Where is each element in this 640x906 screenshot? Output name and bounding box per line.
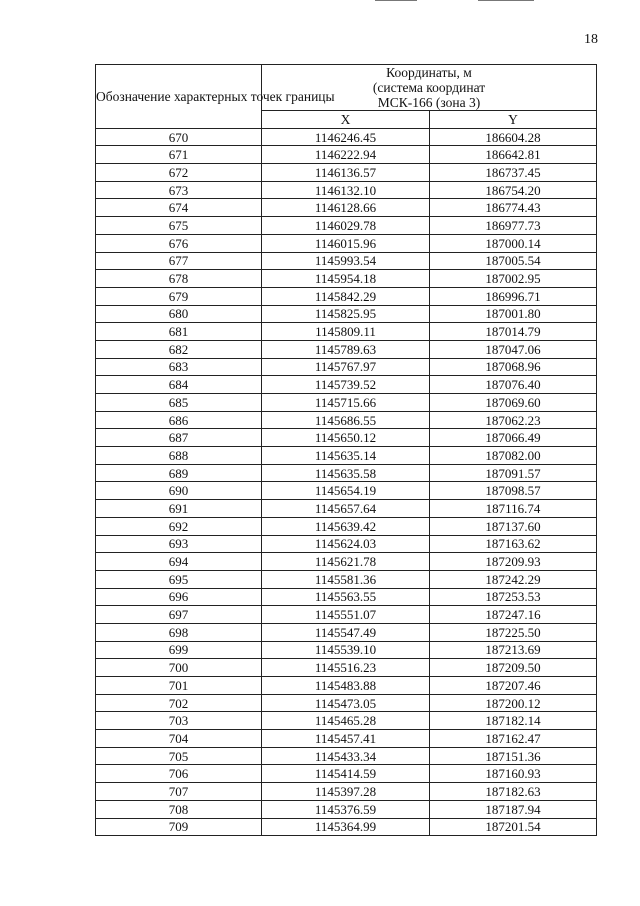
x-coordinate-cell: 1145842.29 [262,287,430,305]
table-row [96,270,597,288]
top-scan-line-right [478,0,534,1]
point-cell: 707 [96,783,262,801]
x-coordinate-cell: 1146029.78 [262,217,430,235]
point-cell: 682 [96,340,262,358]
point-cell: 692 [96,517,262,535]
x-coordinate-cell: 1145547.49 [262,623,430,641]
x-coordinate-cell: 1145433.34 [262,747,430,765]
point-cell: 674 [96,199,262,217]
table-row [96,641,597,659]
y-coordinate-cell: 186737.45 [430,164,597,182]
x-coordinate-cell: 1145686.55 [262,411,430,429]
point-cell: 700 [96,659,262,677]
table-row [96,517,597,535]
y-coordinate-cell: 187066.49 [430,429,597,447]
x-coordinate-cell: 1145457.41 [262,730,430,748]
x-coordinate-cell: 1146132.10 [262,181,430,199]
x-coordinate-cell: 1145376.59 [262,800,430,818]
point-cell: 708 [96,800,262,818]
table-row [96,765,597,783]
x-coordinate-cell: 1145639.42 [262,517,430,535]
y-coordinate-cell: 187247.16 [430,606,597,624]
point-cell: 705 [96,747,262,765]
table-row [96,588,597,606]
point-cell: 709 [96,818,262,836]
point-cell: 686 [96,411,262,429]
y-coordinate-cell: 187163.62 [430,535,597,553]
point-cell: 683 [96,358,262,376]
table-row [96,730,597,748]
x-coordinate-cell: 1145650.12 [262,429,430,447]
table-row [96,181,597,199]
point-cell: 704 [96,730,262,748]
y-coordinate-cell: 187047.06 [430,340,597,358]
y-coordinate-cell: 187182.63 [430,783,597,801]
x-coordinate-cell: 1145516.23 [262,659,430,677]
y-coordinate-cell: 187069.60 [430,394,597,412]
y-coordinate-cell: 187005.54 [430,252,597,270]
point-cell: 690 [96,482,262,500]
x-coordinate-cell: 1145789.63 [262,340,430,358]
y-coordinate-cell: 186996.71 [430,287,597,305]
y-coordinate-cell: 187062.23 [430,411,597,429]
point-cell: 687 [96,429,262,447]
x-coordinate-cell: 1146136.57 [262,164,430,182]
point-cell: 670 [96,128,262,146]
table-row [96,747,597,765]
x-coordinate-cell: 1145414.59 [262,765,430,783]
y-coordinate-cell: 187091.57 [430,464,597,482]
coordinates-header-line-1: Координаты, м [386,65,472,80]
top-scan-line-left [375,0,417,1]
y-coordinate-cell: 187002.95 [430,270,597,288]
point-cell: 688 [96,447,262,465]
x-coordinate-cell: 1145539.10 [262,641,430,659]
point-cell: 698 [96,623,262,641]
y-coordinate-cell: 187209.93 [430,553,597,571]
table-row [96,305,597,323]
table-row [96,570,597,588]
y-coordinate-cell: 187160.93 [430,765,597,783]
point-cell: 691 [96,500,262,518]
x-coordinate-cell: 1145473.05 [262,694,430,712]
point-cell: 701 [96,677,262,695]
y-coordinate-cell: 187001.80 [430,305,597,323]
point-column-header-text: Обозначение характерных точек границы [96,88,335,104]
x-coordinate-cell: 1145767.97 [262,358,430,376]
y-coordinate-cell: 186754.20 [430,181,597,199]
table-row [96,358,597,376]
x-coordinate-cell: 1145551.07 [262,606,430,624]
point-cell: 693 [96,535,262,553]
point-column-header [96,65,335,129]
point-cell: 678 [96,270,262,288]
coordinates-header-line-2: (система координат [372,80,486,95]
table-row [96,394,597,412]
y-coordinate-cell: 187225.50 [430,623,597,641]
y-coordinate-cell: 187200.12 [430,694,597,712]
table-row [96,146,597,164]
table-row [96,323,597,341]
table-row [96,287,597,305]
coordinates-table [95,64,597,836]
y-coordinate-cell: 187162.47 [430,730,597,748]
x-column-header: X [262,111,430,129]
point-cell: 706 [96,765,262,783]
y-coordinate-cell: 187014.79 [430,323,597,341]
table-row [96,411,597,429]
y-coordinate-cell: 186977.73 [430,217,597,235]
x-coordinate-cell: 1146246.45 [262,128,430,146]
y-coordinate-cell: 187253.53 [430,588,597,606]
table-row [96,535,597,553]
point-cell: 672 [96,164,262,182]
x-coordinate-cell: 1145581.36 [262,570,430,588]
y-coordinate-cell: 187187.94 [430,800,597,818]
x-coordinate-cell: 1146128.66 [262,199,430,217]
x-coordinate-cell: 1145364.99 [262,818,430,836]
x-coordinate-cell: 1146222.94 [262,146,430,164]
y-coordinate-cell: 187151.36 [430,747,597,765]
x-coordinate-cell: 1145563.55 [262,588,430,606]
table-row [96,429,597,447]
point-cell: 695 [96,570,262,588]
table-row [96,623,597,641]
page-number: 18 [584,32,598,47]
table-row [96,234,597,252]
coordinates-header-line-3: МСК-166 (зона 3) [377,95,481,110]
x-coordinate-cell: 1145635.58 [262,464,430,482]
table-row [96,818,597,836]
x-coordinate-cell: 1145465.28 [262,712,430,730]
point-cell: 697 [96,606,262,624]
table-row [96,800,597,818]
point-cell: 673 [96,181,262,199]
point-cell: 676 [96,234,262,252]
y-coordinate-cell: 187209.50 [430,659,597,677]
table-row [96,217,597,235]
point-cell: 699 [96,641,262,659]
y-coordinate-cell: 187207.46 [430,677,597,695]
y-coordinate-cell: 187242.29 [430,570,597,588]
y-coordinate-cell: 187098.57 [430,482,597,500]
y-coordinate-cell: 186774.43 [430,199,597,217]
x-coordinate-cell: 1145657.64 [262,500,430,518]
table-row [96,694,597,712]
y-column-header: Y [430,111,597,129]
table-row [96,164,597,182]
table-row [96,783,597,801]
table-row [96,128,597,146]
point-cell: 689 [96,464,262,482]
y-coordinate-cell: 187076.40 [430,376,597,394]
point-cell: 679 [96,287,262,305]
x-coordinate-cell: 1146015.96 [262,234,430,252]
point-cell: 702 [96,694,262,712]
y-coordinate-cell: 186642.81 [430,146,597,164]
x-coordinate-cell: 1145715.66 [262,394,430,412]
x-coordinate-cell: 1145954.18 [262,270,430,288]
table-row [96,677,597,695]
table-row [96,712,597,730]
y-coordinate-cell: 187182.14 [430,712,597,730]
coordinates-table-body [96,128,597,836]
point-cell: 680 [96,305,262,323]
table-row [96,340,597,358]
y-coordinate-cell: 186604.28 [430,128,597,146]
x-coordinate-cell: 1145621.78 [262,553,430,571]
y-coordinate-cell: 187068.96 [430,358,597,376]
y-coordinate-cell: 187137.60 [430,517,597,535]
y-coordinate-cell: 187116.74 [430,500,597,518]
point-cell: 694 [96,553,262,571]
table-row [96,606,597,624]
point-cell: 681 [96,323,262,341]
point-cell: 684 [96,376,262,394]
x-coordinate-cell: 1145825.95 [262,305,430,323]
point-cell: 696 [96,588,262,606]
point-cell: 671 [96,146,262,164]
x-coordinate-cell: 1145809.11 [262,323,430,341]
x-coordinate-cell: 1145397.28 [262,783,430,801]
y-coordinate-cell: 187000.14 [430,234,597,252]
x-coordinate-cell: 1145483.88 [262,677,430,695]
table-row [96,252,597,270]
x-coordinate-cell: 1145635.14 [262,447,430,465]
point-cell: 677 [96,252,262,270]
table-row [96,500,597,518]
x-coordinate-cell: 1145739.52 [262,376,430,394]
point-cell: 703 [96,712,262,730]
table-row [96,659,597,677]
table-row [96,376,597,394]
point-cell: 685 [96,394,262,412]
table-row [96,447,597,465]
x-coordinate-cell: 1145993.54 [262,252,430,270]
table-row [96,464,597,482]
x-coordinate-cell: 1145654.19 [262,482,430,500]
point-cell: 675 [96,217,262,235]
table-row [96,199,597,217]
y-coordinate-cell: 187201.54 [430,818,597,836]
table-row [96,482,597,500]
x-coordinate-cell: 1145624.03 [262,535,430,553]
y-coordinate-cell: 187213.69 [430,641,597,659]
y-coordinate-cell: 187082.00 [430,447,597,465]
table-row [96,553,597,571]
